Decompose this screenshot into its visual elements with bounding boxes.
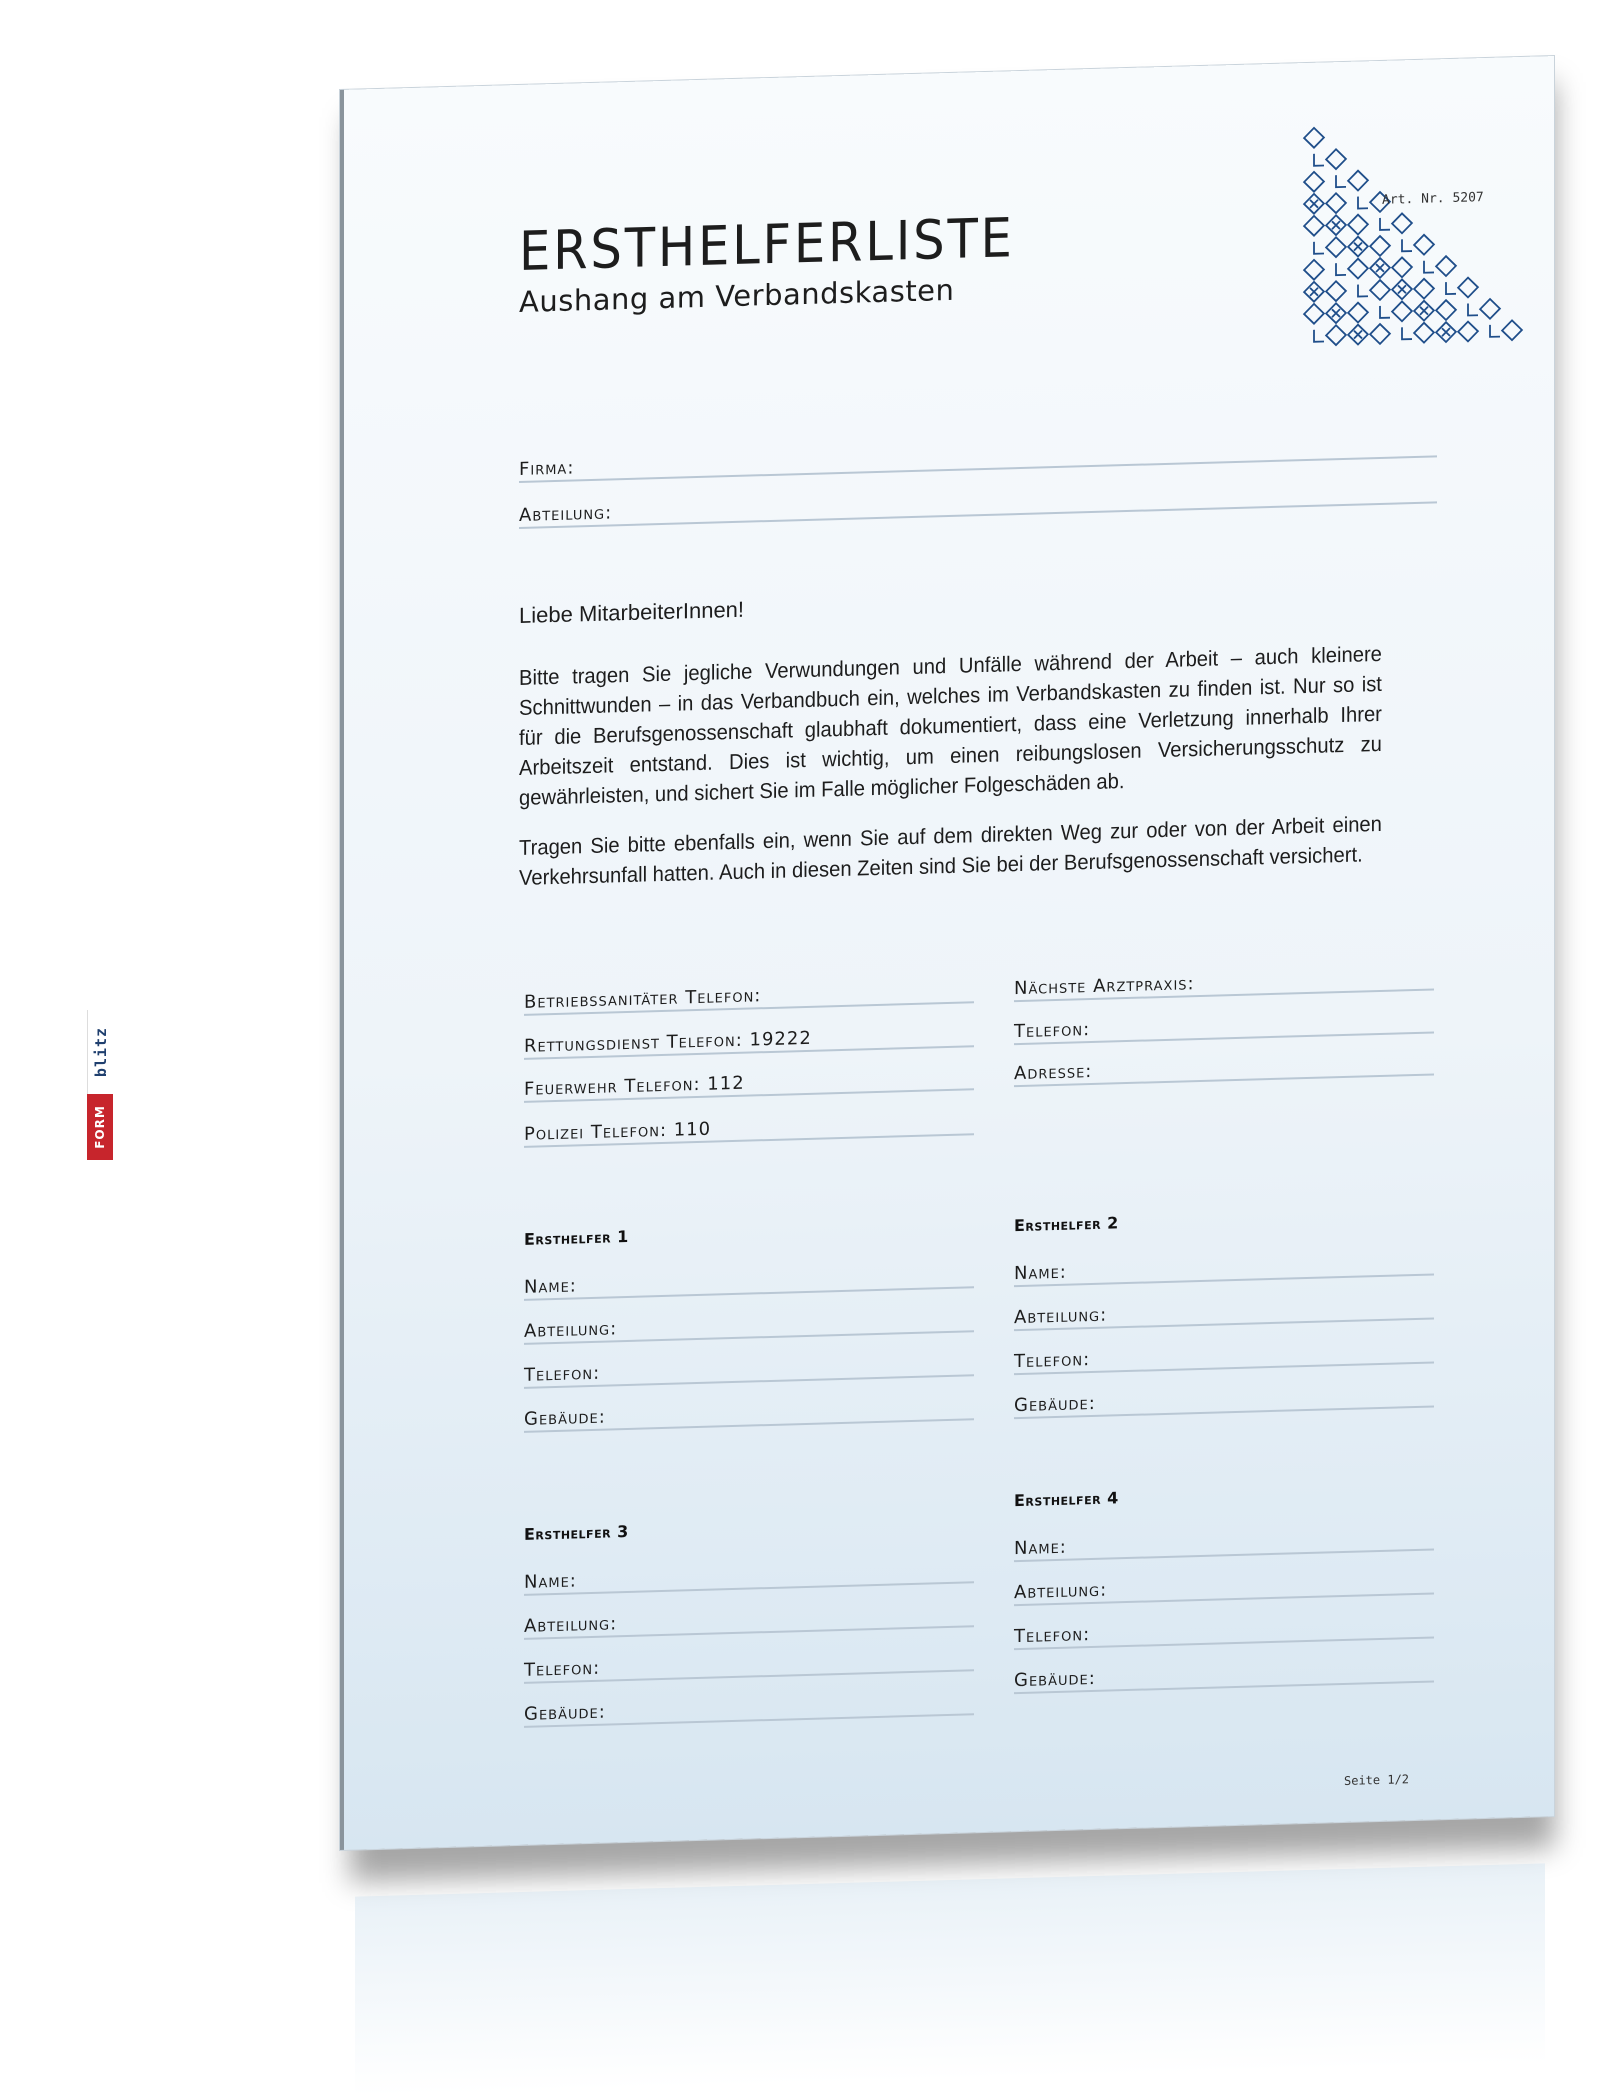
ersthelfer-2-field-1-field[interactable] — [1014, 1293, 1434, 1331]
emergency-left-2-field[interactable] — [524, 1064, 974, 1103]
ersthelfer-3-field-0-field[interactable] — [524, 1557, 974, 1596]
letter-greeting: Liebe MitarbeiterInnen! — [519, 596, 745, 629]
decorative-checkbox-pattern-icon — [1299, 117, 1529, 353]
ersthelfer-3-field-2-field[interactable] — [524, 1645, 974, 1684]
ersthelfer-3-field-1-label: Abteilung: — [524, 1613, 618, 1637]
ersthelfer-1-field-0-label: Name: — [524, 1275, 577, 1298]
firma-label: Firma: — [519, 457, 575, 481]
ersthelfer-1-field-3-field[interactable] — [524, 1394, 974, 1433]
page-reflection — [355, 1863, 1545, 2096]
emergency-contacts-right — [344, 56, 1554, 90]
ersthelfer-1-field-3-label: Gebäude: — [524, 1406, 606, 1430]
emergency-right-0-field[interactable] — [1014, 964, 1434, 1002]
ersthelfer-2-field-2-field[interactable] — [1014, 1337, 1434, 1375]
emergency-left-1-field[interactable] — [524, 1021, 974, 1060]
ersthelfer-2-field-1-label: Abteilung: — [1014, 1304, 1108, 1329]
document-title: ERSTHELFERLISTE — [519, 206, 1015, 284]
brand-form-box — [87, 1094, 113, 1160]
ersthelfer-4-field-0-label: Name: — [1014, 1536, 1067, 1560]
ersthelfer-3-field-1-field[interactable] — [524, 1601, 974, 1640]
ersthelfer-1-field-2-label: Telefon: — [524, 1362, 601, 1386]
emergency-left-2-label: Feuerwehr Telefon: 112 — [524, 1072, 745, 1100]
ersthelfer-2-field-3-label: Gebäude: — [1014, 1392, 1096, 1417]
emergency-left-3-label: Polizei Telefon: 110 — [524, 1118, 712, 1145]
ersthelfer-3-title: Ersthelfer 3 — [524, 1521, 629, 1544]
ersthelfer-2-field-2-label: Telefon: — [1014, 1349, 1091, 1373]
ersthelfer-1-field-1-field[interactable] — [524, 1306, 974, 1345]
letter-paragraph-2: Tragen Sie bitte ebenfalls ein, wenn Sie auf dem direkten Weg zur oder von der Arbeit einen Verkehrsunfall hatten. Auch in diesen Zeiten sind Sie bei der Berufsgenossenschaft versichert. — [519, 811, 1382, 891]
ersthelfer-2-field-3-field[interactable] — [1014, 1381, 1434, 1419]
emergency-left-0-field[interactable] — [524, 977, 974, 1016]
ersthelfer-3-field-3-label: Gebäude: — [524, 1701, 606, 1725]
ersthelfer-4-field-1-label: Abteilung: — [1014, 1579, 1108, 1604]
ersthelfer-4-field-0-field[interactable] — [1014, 1524, 1434, 1562]
ersthelfer-3-field-3-field[interactable] — [524, 1689, 974, 1728]
ersthelfer-4-field-3-label: Gebäude: — [1014, 1667, 1096, 1692]
brand-blitz-text: blitz — [92, 1026, 110, 1078]
ersthelfer-4-field-2-field[interactable] — [1014, 1612, 1434, 1650]
ersthelfer-1-title: Ersthelfer 1 — [524, 1226, 629, 1249]
formblitz-logo — [87, 1010, 113, 1160]
ersthelfer-4-field-2-label: Telefon: — [1014, 1624, 1091, 1648]
ersthelfer-1-field-2-field[interactable] — [524, 1350, 974, 1389]
emergency-right-1-field[interactable] — [1014, 1007, 1434, 1045]
ersthelfer-3-field-2-label: Telefon: — [524, 1657, 601, 1681]
ersthelfer-4-field-3-field[interactable] — [1014, 1656, 1434, 1694]
page-number: Seite 1/2 — [1344, 1772, 1410, 1788]
emergency-left-0-label: Betriebssanitäter Telefon: — [524, 985, 762, 1013]
emergency-right-2-field[interactable] — [1014, 1049, 1434, 1087]
ersthelfer-2-field-0-field[interactable] — [1014, 1249, 1434, 1287]
ersthelfer-2-field-0-label: Name: — [1014, 1261, 1067, 1285]
ersthelfer-3-field-0-label: Name: — [524, 1570, 577, 1593]
ersthelfer-1-field-1-label: Abteilung: — [524, 1318, 618, 1342]
emergency-left-1-label: Rettungsdienst Telefon: 19222 — [524, 1027, 812, 1057]
brand-form-text: FORM — [93, 1105, 107, 1149]
ersthelfer-4-title: Ersthelfer 4 — [1014, 1488, 1119, 1511]
article-number: Art. Nr. 5207 — [1382, 190, 1484, 208]
emergency-right-2-label: Adresse: — [1014, 1060, 1093, 1085]
letter-paragraph-1: Bitte tragen Sie jegliche Verwundungen und Unfälle während der Arbeit – auch kleinere Schnittwunden – in das Verbandbuch ein, welches im Verbandskasten zu finden ist. Nur so ist für die Berufsgenossenschaft glaubhaft dokumentiert, dass eine Verletzung innerhalb Ihrer Arbeitszeit entstand. Dies ist wichtig, um einen reibungslosen Versicherungsschutz zu gewährleisten, und sichert Sie im Falle möglicher Folgeschäden ab. — [519, 641, 1382, 811]
firma-field[interactable] — [519, 431, 1437, 483]
emergency-left-3-field[interactable] — [524, 1109, 974, 1148]
first-aiders-section — [344, 56, 1554, 90]
abteilung-field[interactable] — [519, 477, 1437, 529]
emergency-contacts-left — [344, 56, 1554, 90]
document-page — [340, 56, 1554, 1850]
ersthelfer-1-field-0-field[interactable] — [524, 1262, 974, 1301]
brand-blitz-box — [87, 1010, 114, 1094]
ersthelfer-4-field-1-field[interactable] — [1014, 1568, 1434, 1606]
abteilung-label: Abteilung: — [519, 502, 613, 527]
emergency-right-0-label: Nächste Arztpraxis: — [1014, 973, 1195, 1000]
emergency-right-1-label: Telefon: — [1014, 1019, 1091, 1043]
document-subtitle: Aushang am Verbandskasten — [519, 272, 955, 320]
ersthelfer-2-title: Ersthelfer 2 — [1014, 1213, 1119, 1236]
